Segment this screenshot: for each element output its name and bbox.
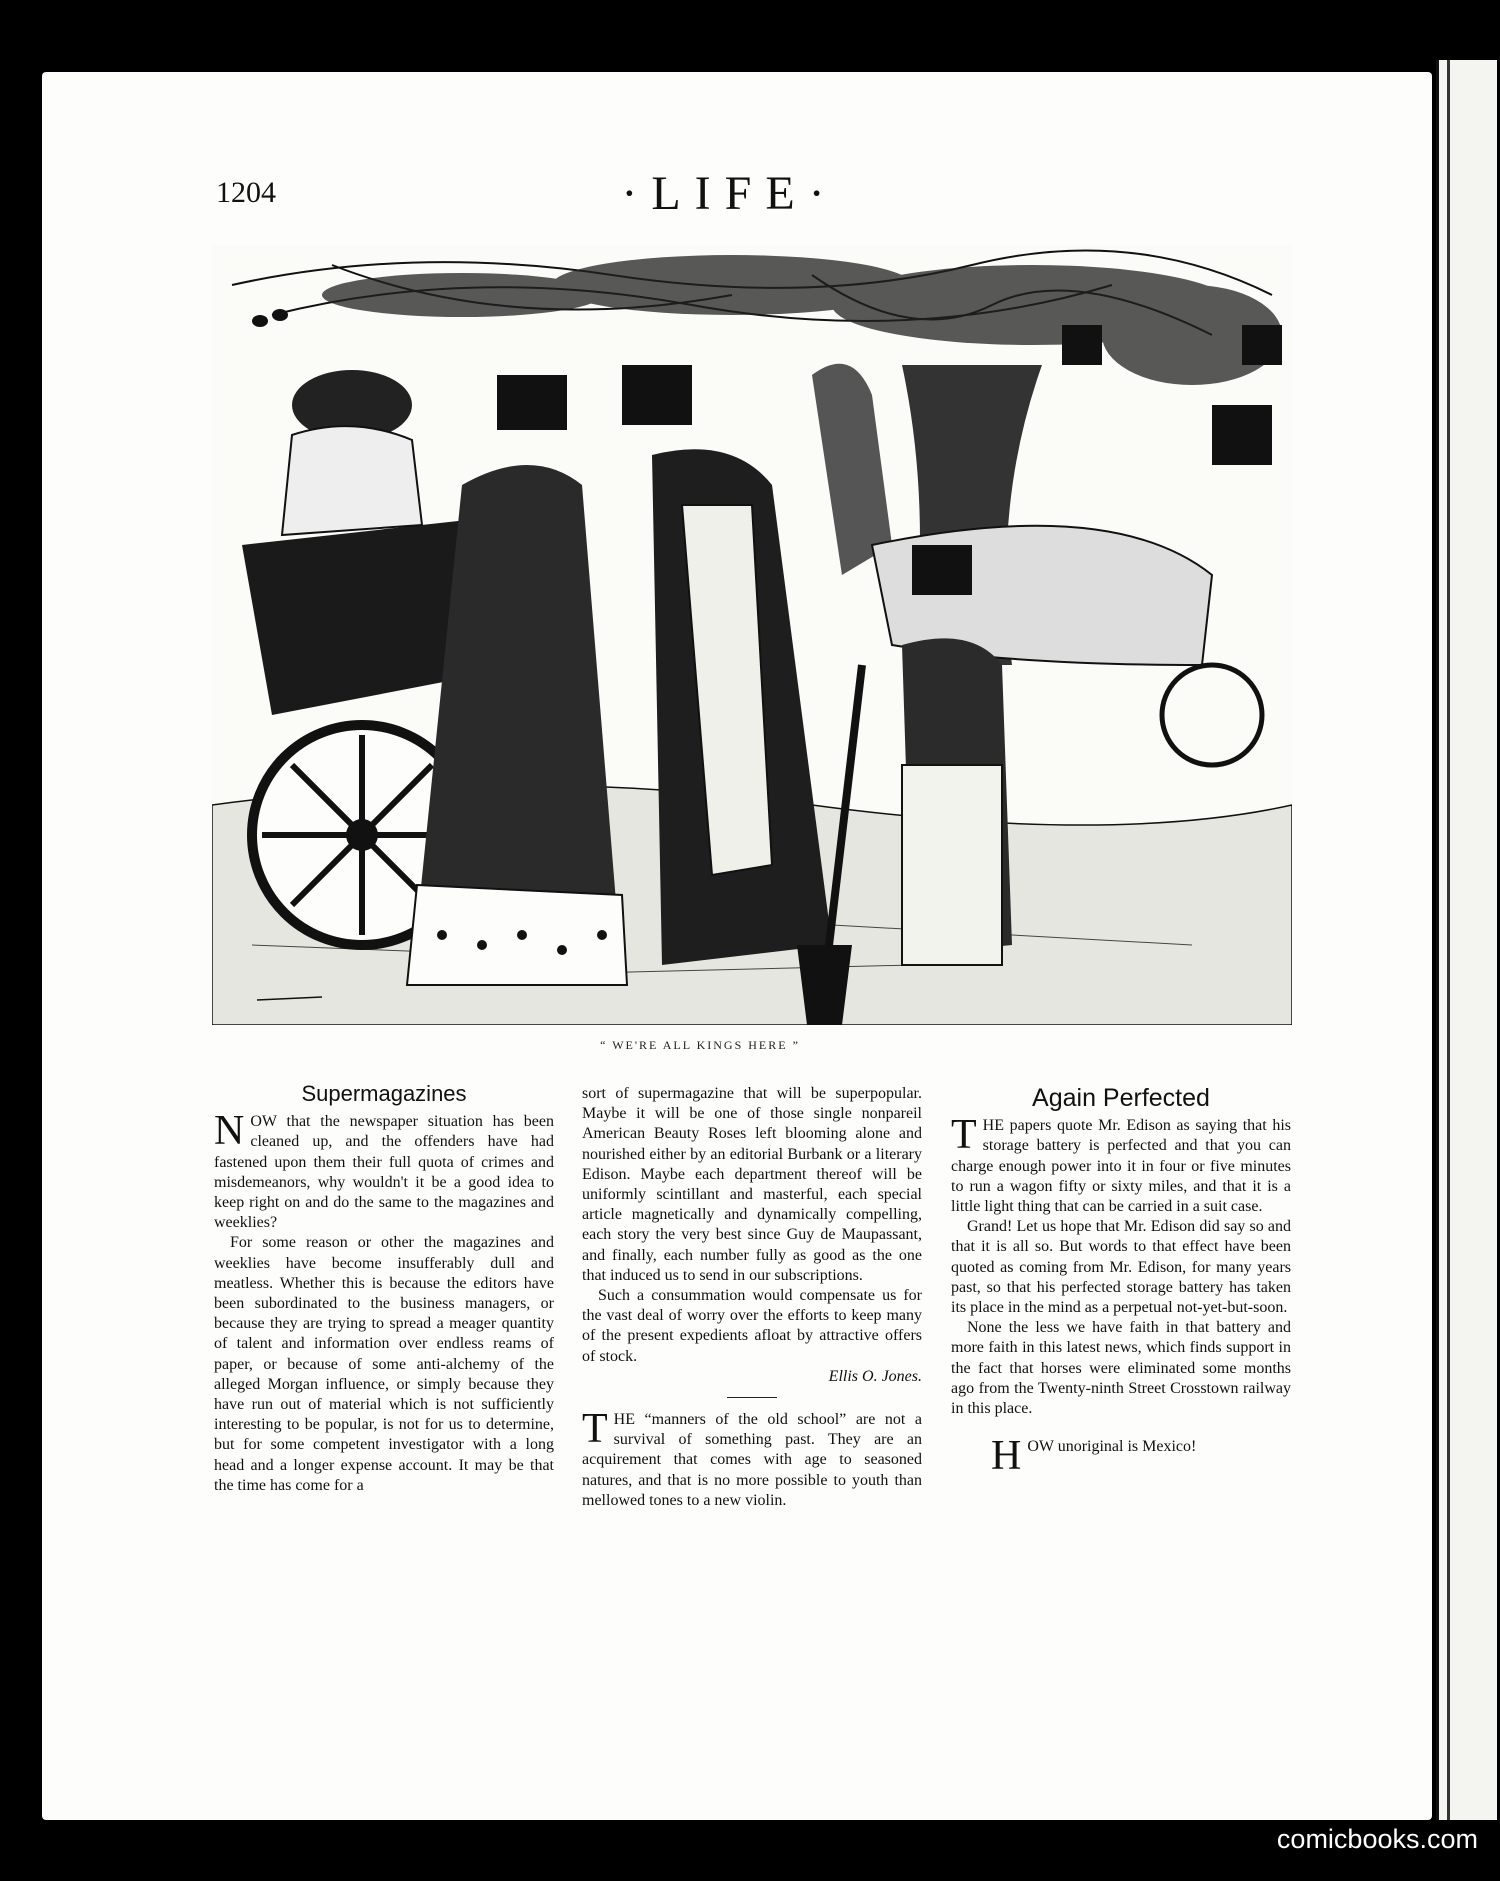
section-divider — [727, 1397, 777, 1398]
adjacent-page-edge — [1436, 60, 1497, 1820]
body-paragraph: Grand! Let us hope that Mr. Edison did say so and that it is all so. But words to that effect have been quoted as coming from Mr. Edison, for many years past, so that his perfected storage battery has taken its place in the mind as a perpetual not-yet-but-soon. — [951, 1218, 1291, 1317]
page-number: 1204 — [216, 176, 276, 209]
article-title: Again Perfected — [1032, 1084, 1210, 1112]
author-signature: Ellis O. Jones. — [828, 1367, 922, 1385]
article-supermagazines-continued — [582, 1084, 922, 1511]
lead-paragraph: NOW that the newspaper situation has been cleaned up, and the offenders have had fastened upon them their full quota of crimes and misdemeanors, why wouldn't it be a good idea to keep right on and do the same to the magazines and weeklies? — [214, 1108, 554, 1232]
masthead: ·LIFE· — [621, 167, 839, 220]
filler-paragraph-manners: THE “manners of the old school” are not a survival of something past. They are an acquirement that comes with age to seasoned natures, and that is no more possible to youth than mellowed tones to a new violin. — [582, 1406, 922, 1509]
drop-cap: N — [214, 1108, 245, 1155]
drop-cap: T — [951, 1112, 977, 1159]
illustration-kings-here — [212, 245, 1292, 1025]
body-paragraph: For some reason or other the magazines and weeklies have become insufferably dull and meatless. Whether this is because the editors have been subordinated to the business managers, or because they are trying to spread a meager quantity of talent and information over endless reams of paper, or because of some anti-alchemy of the alleged Morgan influence, or simply because they have run out of material which is not sufficiently interesting to be popular, is not for us to determine, but for some competent investigator with a long head and a longer expense account. It may be that the time has come for a — [214, 1234, 554, 1494]
body-paragraph: Such a consummation would compensate us for the vast deal of worry over the efforts to keep many of the present expedients afloat by attractive offers of stock. — [582, 1287, 922, 1365]
article-supermagazines — [214, 1081, 554, 1496]
site-watermark: comicbooks.com — [1276, 1824, 1478, 1854]
body-paragraph: sort of supermagazine that will be superpopular. Maybe it will be one of those single nonpareil American Beauty Roses left blooming alone and nourished either by an editorial Burbank or a literary Edison. Maybe each department thereof will be uniformly scintillant and masterful, each special article magnetically and dynamically compelling, each story the very best since Guy de Maupassant, and finally, each number fully as good as the one that induced us to send in our subscriptions. — [582, 1085, 922, 1284]
article-title: Supermagazines — [301, 1081, 467, 1106]
illustration-caption: “ WE'RE ALL KINGS HERE ” — [600, 1038, 800, 1052]
filler-paragraph-mexico: HOW unoriginal is Mexico! — [991, 1433, 1197, 1480]
body-paragraph: None the less we have faith in that battery and more faith in this latest news, which finds support in the fact that horses were eliminated some months ago from the Twenty-ninth Street Crosstown railway in this place. — [951, 1319, 1291, 1418]
drop-cap: H — [991, 1433, 1022, 1480]
lead-paragraph: THE papers quote Mr. Edison as saying that his storage battery is perfected and that you can charge enough power into it in four or five minutes to run a wagon fifty or sixty miles, and that it is a little light thing that can be carried in a suit case. — [951, 1112, 1291, 1216]
article-again-perfected — [951, 1084, 1291, 1480]
drop-cap: T — [582, 1406, 608, 1453]
